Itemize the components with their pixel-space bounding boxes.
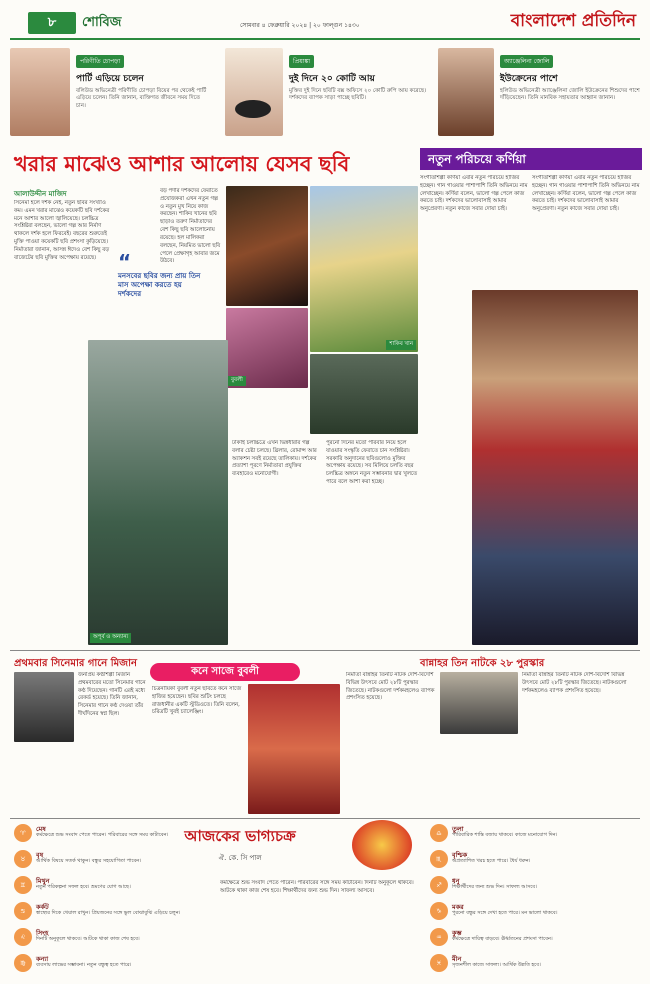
article-column-2: বড় পর্দার দর্শকদের ফেরাতে প্রযোজকরা এখন নতুন গল্প ও নতুন মুখ নিয়ে কাজ করছেন। শাকিব খানের ছবি ছাড়াও তরুণ নির্মাতাদের বেশ কিছু ছবি আলোচনায় রয়েছে। হল মালিকরা বলছেন, নিয়মিত ভালো ছবি পেলে প্রেক্ষাগৃহ আবার জমে উঠবে। — [160, 188, 221, 265]
pull-quote-text: মনসবের ছবির জন্য প্রায় তিন মাস অপেক্ষা করতে হয় দর্শকদের — [118, 272, 201, 299]
bubly-photo — [248, 684, 340, 814]
horoscope-title: আজকের ভাগ্যচক্র — [184, 827, 296, 845]
page-number: ৮ — [28, 12, 76, 34]
sign-name: তুলা — [452, 825, 464, 833]
korniya-photo — [472, 290, 638, 645]
priyanka-photo — [225, 48, 283, 136]
award-headline: বান্নাহর তিন নাটকে ২৮ পুরস্কার — [420, 658, 545, 669]
section-title: শোবিজ — [82, 15, 122, 30]
horoscope-divider — [10, 818, 640, 819]
movie-poster-2 — [310, 186, 418, 352]
article-column-1: সিনেমা হলে দর্শক নেই, নতুন ছবির সংখ্যাও কম। এমন খরার মাঝেও কয়েকটি ছবি দর্শকের মনে আশার আলো জ্বালিয়েছে। চলচ্চিত্র সংশ্লিষ্টরা বলছেন, ভালো গল্প আর নির্মাণ থাকলে দর্শক হলে ফিরবেই। বছরের শুরুতেই মুক্তি পাওয়া কয়েকটি ছবি প্রশংসা কুড়িয়েছে। নির্মাতারা জানান, আসন্ন ঈদেও বেশ কিছু বড় বাজেটের ছবি মুক্তির অপেক্ষায় রয়েছে। — [14, 200, 110, 261]
sign-name: কুম্ভ — [452, 929, 462, 937]
sign-text: শিক্ষার্থীদের জন্য শুভ দিন। সাফল্য আসবে। — [452, 884, 537, 890]
horoscope-note: কর্মক্ষেত্রে শুভ সংবাদ পেতে পারেন। পরিবারের সঙ্গে সময় কাটাবেন। — [220, 880, 363, 886]
sign-text: সৃজনশীল কাজে সাফল্য। আর্থিক উন্নতি হবে। — [452, 962, 541, 968]
sign-text: কর্মক্ষেত্রে শুভ সংবাদ পেতে পারেন। পরিবারের সঙ্গে সময় কাটাবেন। — [36, 832, 169, 838]
sign-item — [14, 876, 214, 898]
award-photo — [440, 672, 518, 734]
sign-text: দিনটি অনুকূলে থাকবে। আটকে থাকা কাজ শেষ হবে। — [36, 936, 140, 942]
award-text-2: নির্মাতা বান্নাহর তিনটি নাটক দেশি-বিদেশি বিভিন্ন উৎসবে মোট ২৮টি পুরস্কার জিতেছে। নাটকগুলো দর্শকমহলেও ব্যাপক প্রশংসিত হয়েছে। — [522, 672, 627, 694]
horoscope-author: ঐ. কে. সি পাল — [218, 854, 262, 862]
story-text: মুক্তির দুই দিনে ছবিটি বক্স অফিসে ২০ কোটি রুপি আয় করেছে। দর্শকদের ব্যাপক সাড়া পাচ্ছে ছবিটি। — [289, 88, 427, 102]
movie-poster-1 — [226, 186, 308, 306]
sign-name: বৃশ্চিক — [452, 851, 468, 859]
mizan-photo — [14, 672, 74, 742]
zodiac-wheel-icon — [352, 820, 412, 870]
horoscope-note: দিনটি অনুকূলে থাকবে। আটকে থাকা কাজ শেষ হবে। — [220, 880, 414, 894]
article-column-4: পুরনো দিনের মতো পরিবার নিয়ে হলে যাওয়ার সংস্কৃতি ফেরাতে চান সংশ্লিষ্টরা। সরকারি অনুদানের ছবিগুলোও মুক্তির অপেক্ষায় রয়েছে। সব মিলিয়ে চলতি বছর চলচ্চিত্র অঙ্গনে নতুন সম্ভাবনার দ্বার খুলতে পারে বলে আশা করা হচ্ছে। — [326, 440, 418, 486]
sign-text: অপ্রত্যাশিত খরচ হতে পারে। ধৈর্য ধরুন। — [452, 858, 531, 864]
sign-text: পারিবারিক শান্তি বজায় থাকবে। কাজে মনোযোগ দিন। — [452, 832, 558, 838]
zodiac-icon: ♎ — [430, 824, 448, 842]
sign-name: মীন — [452, 955, 462, 963]
zodiac-icon: ♑ — [430, 902, 448, 920]
award-text: নির্মাতা বান্নাহর তিনটি নাটক দেশি-বিদেশি বিভিন্ন উৎসবে মোট ২৮টি পুরস্কার জিতেছে। নাটকগুলো দর্শকমহলেও ব্যাপক প্রশংসিত হয়েছে। — [346, 672, 435, 702]
sign-text: আর্থিক বিষয়ে সতর্ক থাকুন। বন্ধুর সহযোগিতা পাবেন। — [36, 858, 142, 864]
sign-item — [14, 928, 214, 950]
bubly-headline: কনে সাজে বুবলী — [150, 663, 300, 681]
korniya-text-1: সংগীতশিল্পী কর্ণিয়া এবার নতুন পরিচয়ে হাজির হচ্ছেন। গান গাওয়ার পাশাপাশি তিনি অভিনয়ে নাম লেখাচ্ছেন। কর্ণিয়া বলেন, ভালো গল্প পেলে কাজ করতে চাই। দর্শকদের ভালোবাসাই আমার অনুপ্রেরণা। নতুন কাজে সবার দোয়া চাই। — [420, 175, 528, 213]
korniya-headline: নতুন পরিচয়ে কর্ণিয়া — [420, 148, 642, 170]
section-divider — [10, 650, 640, 651]
story-text: বলিউড অভিনেত্রী পরিণীতি চোপড়া বিয়ের পর থেকেই পার্টি এড়িয়ে চলেন। তিনি জানান, ব্যক্তিগত জীবনে সময় দিতে চান। — [76, 88, 207, 109]
sign-item — [14, 902, 214, 924]
article-column-3: ঢাকাই চলচ্চিত্রে এখন ভিন্নধারার গল্প বলার চেষ্টা চলছে। থ্রিলার, রোমান্স আর অ্যাকশন সবই রয়েছে তালিকায়। দর্শকের প্রত্যাশা পূরণে নির্মাতারা প্রযুক্তির ব্যবহারেও মনোযোগী। — [232, 440, 317, 478]
poster-caption: শাকিব খান — [386, 340, 416, 350]
sign-item — [14, 824, 214, 846]
story-title: পার্টি এড়িয়ে চলেন — [76, 74, 144, 84]
movie-poster-3 — [310, 354, 418, 434]
sign-name: সিংহ — [36, 929, 49, 937]
zodiac-icon: ♒ — [430, 928, 448, 946]
story-jolie — [438, 44, 640, 140]
jolie-photo — [438, 48, 494, 136]
story-text: হলিউড অভিনেত্রী অ্যাঞ্জেলিনা জোলি ইউক্রেনের শিশুদের পাশে দাঁড়িয়েছেন। তিনি মানবিক সহায়তার আহ্বান জানান। — [500, 88, 640, 102]
sign-item — [14, 850, 214, 872]
mizan-headline: প্রথমবার সিনেমার গানে মিজান — [14, 658, 137, 669]
story-title: ইউক্রেনের পাশে — [500, 74, 558, 84]
quote-mark-icon: “ — [118, 250, 132, 274]
sign-text: ব্যবসায় লাভের সম্ভাবনা। নতুন বন্ধুত্ব হতে পারে। — [36, 962, 132, 968]
page-header — [10, 6, 640, 40]
zodiac-icon: ♊ — [14, 876, 32, 894]
sign-item — [430, 824, 630, 846]
sign-name: মেষ — [36, 825, 46, 833]
byline: আলাউদ্দীন মাজিদ — [14, 190, 67, 198]
sign-item — [14, 954, 214, 976]
zodiac-icon: ♓ — [430, 954, 448, 972]
story-tag: অ্যাঞ্জেলিনা জোলি — [500, 55, 553, 68]
zodiac-icon: ♈ — [14, 824, 32, 842]
story-tag: পরিণীতি চোপড়া — [76, 55, 124, 68]
sign-text: পুরনো বন্ধুর সঙ্গে দেখা হতে পারে। মন ভালো থাকবে। — [452, 910, 558, 916]
sign-name: মিথুন — [36, 877, 50, 885]
couple-caption: অপূর্ব ও অন্যান্য — [90, 633, 131, 643]
lead-photo-couple — [88, 340, 228, 645]
sign-item — [430, 954, 630, 976]
horoscope-note: শিক্ষার্থীদের জন্য শুভ দিন। সাফল্য আসবে। — [282, 887, 375, 894]
zodiac-icon: ♍ — [14, 954, 32, 972]
still-caption: বুবলী — [228, 376, 246, 386]
zodiac-icon: ♏ — [430, 850, 448, 868]
story-tag: প্রিয়াঙ্কা — [289, 55, 314, 68]
top-stories — [10, 44, 640, 140]
korniya-text-2: সংগীতশিল্পী কর্ণিয়া এবার নতুন পরিচয়ে হাজির হচ্ছেন। গান গাওয়ার পাশাপাশি তিনি অভিনয়ে নাম লেখাচ্ছেন। কর্ণিয়া বলেন, ভালো গল্প পেলে কাজ করতে চাই। দর্শকদের ভালোবাসাই আমার অনুপ্রেরণা। নতুন কাজে সবার দোয়া চাই। — [532, 175, 640, 213]
sign-text: স্বাস্থ্যের দিকে খেয়াল রাখুন। প্রিয়জনের সঙ্গে ভুল বোঝাবুঝি এড়িয়ে চলুন। — [36, 910, 181, 916]
horoscope-middle-text — [220, 880, 425, 975]
sign-item — [430, 902, 630, 924]
mic-icon — [235, 100, 271, 118]
mizan-text: জনপ্রিয় কণ্ঠশিল্পী মিজান প্রথমবারের মতো সিনেমার গানে কণ্ঠ দিয়েছেন। গানটি এরই মধ্যে রেকর্ড হয়েছে। তিনি জানান, সিনেমার গানে কণ্ঠ দেওয়া তাঁর দীর্ঘদিনের স্বপ্ন ছিল। — [78, 672, 146, 718]
zodiac-icon: ♐ — [430, 876, 448, 894]
masthead-logo: বাংলাদেশ প্রতিদিন — [510, 11, 636, 31]
sign-text: কর্মক্ষেত্রে দায়িত্ব বাড়বে। ঊর্ধ্বতনের প্রশংসা পাবেন। — [452, 936, 553, 942]
bubly-text: চিত্রনায়িকা বুবলী নতুন ছবিতে কনে সাজে হাজির হয়েছেন। ছবির শুটিং চলছে রাজধানীর একটি স্টুডিওতে। তিনি বলেন, চরিত্রটি খুবই চ্যালেঞ্জিং। — [152, 686, 242, 716]
main-headline: খরার মাঝেও আশার আলোয় যেসব ছবি — [14, 151, 350, 176]
story-parineeti — [10, 44, 210, 140]
header-divider — [10, 38, 640, 40]
sign-name: মকর — [452, 903, 464, 911]
sign-name: কর্কট — [36, 903, 49, 911]
sign-item — [430, 876, 630, 898]
sign-text: নতুন পরিকল্পনা সফল হবে। ভ্রমণের যোগ আছে। — [36, 884, 131, 890]
sign-name: ধনু — [452, 877, 460, 885]
zodiac-icon: ♌ — [14, 928, 32, 946]
parineeti-photo — [10, 48, 70, 136]
sign-name: কন্যা — [36, 955, 49, 963]
sign-item — [430, 850, 630, 872]
sign-item — [430, 928, 630, 950]
sign-name: বৃষ — [36, 851, 44, 859]
zodiac-icon: ♋ — [14, 902, 32, 920]
story-title: দুই দিনে ২০ কোটি আয় — [289, 74, 375, 84]
dateline: সোমবার ৪ ফেব্রুয়ারি ২০২৪ | ২০ ফাল্গুন ১৪৩০ — [240, 22, 360, 29]
zodiac-icon: ♉ — [14, 850, 32, 868]
movie-still-1 — [226, 308, 308, 388]
story-priyanka — [225, 44, 430, 140]
